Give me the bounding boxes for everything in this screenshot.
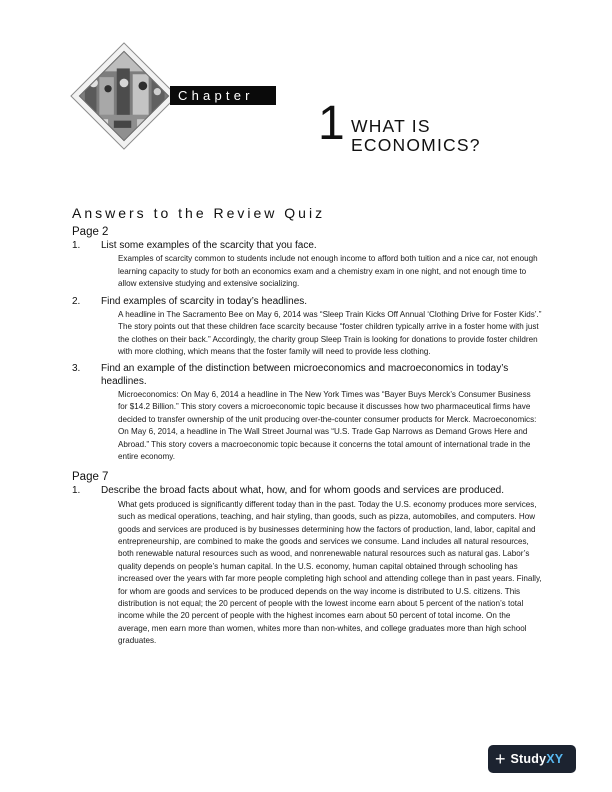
- answer-text: What gets produced is significantly different today than in the past. Today the U.S. economy produces more services, such as medical operations, teaching, and hair styling, than goods, such as pizza, automobiles, and computers. How goods and services are produced is by businesses determining how the factors of production, land, labor, capital and entrepreneurship, are combined to make the goods and services we consume. Land includes all natural resources, both renewable natural resources such as wood, and nonrenewable natural resources such as natural gas. Labor’s quality depends on people’s human capital. In the U.S. economy, human capital obtained through schooling has increased over the years with far more people completing high school and attending college than in past years. Finally, for whom are goods and services to be produced depends on the way income is distributed to U.S. citizens. This distribution is not equal; the 20 percent of people with the lowest income earn about 5 percent of the nation’s total income while the 20 percent of people with the highest incomes earn about 50 percent of total income. On the average, men earn more than women, whites more than non-whites, and college graduates more than high school graduates.: [118, 499, 542, 646]
- question-text: Find examples of scarcity in today’s headlines.: [101, 295, 308, 307]
- quiz-answers: [72, 226, 542, 653]
- question-item: [72, 363, 542, 463]
- question-number: 3.: [72, 363, 81, 375]
- page-heading: Page 2: [72, 226, 109, 238]
- question: [72, 240, 542, 252]
- section-title: Answers to the Review Quiz: [72, 205, 326, 221]
- question-number: 1.: [72, 240, 81, 251]
- logo-suffix: XY: [546, 752, 564, 766]
- logo-prefix: Study: [510, 752, 547, 766]
- logo-text: [511, 752, 564, 766]
- chapter-title: [351, 117, 521, 155]
- chapter-title-line-1: WHAT IS: [351, 116, 431, 136]
- plus-icon: +: [495, 749, 506, 769]
- question-text: List some examples of the scarcity that you face.: [101, 240, 317, 251]
- chapter-label: Chapter: [170, 86, 276, 105]
- studyxy-logo[interactable]: [488, 745, 576, 773]
- question-item: [72, 485, 542, 647]
- question-text: Find an example of the distinction between microeconomics and macroeconomics in today’s headlines.: [101, 363, 509, 387]
- chapter-title-line-2: ECONOMICS?: [351, 135, 481, 155]
- question-number: 1.: [72, 485, 81, 497]
- question: [72, 296, 542, 308]
- question-text: Describe the broad facts about what, how, and for whom goods and services are produced.: [101, 485, 505, 497]
- chapter-number: 1: [318, 97, 345, 150]
- chapter-diamond-image: [70, 42, 176, 148]
- question: [72, 485, 542, 497]
- answer-text: A headline in The Sacramento Bee on May 6, 2014 was “Sleep Train Kicks Off Annual ‘Clothing Drive for Foster Kids’.” The story points out that these children face scarcity because “foster children typically arrive in a foster home with just the clothes on their back.” Accordingly, the charity group Sleep Train is looking for donations to provide foster children with more clothing, which means that the foster family will need to provide less clothing.: [118, 309, 542, 357]
- answer-text: Microeconomics: On May 6, 2014 a headline in The New York Times was “Bayer Buys Merck’s Consumer Business for $14.2 Billion.” This story covers a microeconomic topic because it discusses how two pharmaceutical firms have decided to transfer ownership of the unit producing over-the-counter consumer products for Merck. Macroeconomics: On May 6, 2014, a headline in The Wall Street Journal was “U.S. Trade Gap Narrows as Demand Grows Here and Abroad.” This story covers a macroeconomic topic because it concerns the total amount of international trade in the entire economy.: [118, 390, 537, 462]
- market-photo-icon: [79, 51, 169, 141]
- answer-text: Examples of scarcity common to students include not enough income to afford both tuition and a nice car, not enough learning capacity to study for both an economics exam and a chemistry exam in one night, and not enough time to allow extensive studying and extensive socializing.: [118, 254, 538, 289]
- question-item: [72, 240, 542, 291]
- diamond-photo: [79, 51, 170, 142]
- question-item: [72, 296, 542, 359]
- question: [72, 363, 542, 388]
- page-heading: Page 7: [72, 471, 109, 484]
- question-number: 2.: [72, 295, 81, 307]
